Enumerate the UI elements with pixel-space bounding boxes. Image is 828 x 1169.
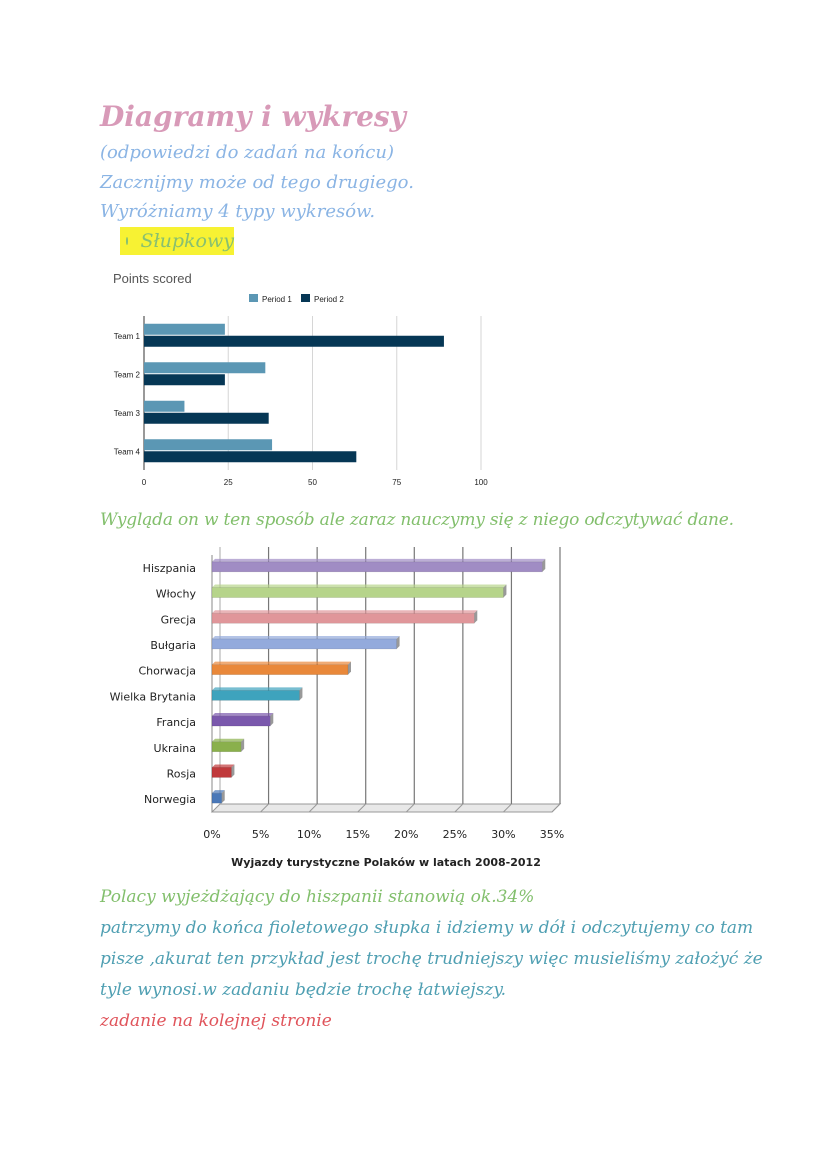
bar-team-1-period-2 [144,336,444,347]
x-tick-label: 100 [474,478,488,487]
bar-team-4-period-1 [144,439,272,450]
x-tick-label: 50 [308,478,317,487]
category-label-rosja: Rosja [166,767,196,781]
subtitle-answers-note: (odpowiedzi do zadań na końcu) [100,142,394,163]
category-label-team-3: Team 3 [113,408,140,418]
x-tick-label: 25% [442,828,468,841]
x-tick-label: 20% [394,828,419,841]
subtitle-chart-types: Wyróżniamy 4 typy wykresów. [100,201,376,222]
legend-label-period-1: Period 1 [262,295,292,304]
chart-description: Wygląda on w ten sposób ale zaraz nauczymy się z niego odczytywać dane. [100,510,734,530]
category-label-wielka-brytania: Wielka Brytania [109,690,196,704]
bar-team-2-period-2 [144,374,225,385]
explanation-line-1: Polacy wyjeżdżający do hiszpanii stanowią ok.34% [100,887,535,907]
x-tick-label: 0 [141,478,147,487]
category-label-francja: Francja [156,716,196,730]
explanation-line-4: tyle wynosi.w zadaniu będzie trochę łatwiejszy. [100,980,507,1000]
chart-title: Points scored [113,271,192,286]
bar-team-4-period-2 [144,451,356,462]
x-tick-label: 15% [345,828,370,841]
subtitle-intro: Zacznijmy może od tego drugiego. [100,172,414,193]
bar-team-3-period-1 [144,401,184,412]
legend-swatch-period-2 [301,294,310,302]
category-label-grecja: Grecja [160,613,196,627]
category-label-team-1: Team 1 [113,331,140,341]
category-label-norwegia: Norwegia [143,793,196,807]
x-tick-label: 0% [203,828,221,841]
explanation-line-2: patrzymy do końca fioletowego słupka i idziemy w dół i odczytujemy co tam [100,918,754,938]
category-label-ukraina: Ukraina [153,741,196,755]
bar-team-2-period-1 [144,362,265,373]
x-tick-label: 10% [296,828,322,841]
category-label-hiszpania: Hiszpania [142,561,196,575]
next-page-note: zadanie na kolejnej stronie [100,1011,332,1031]
legend-swatch-period-1 [249,294,258,302]
category-label-team-2: Team 2 [113,370,140,380]
document-title: Diagramy i wykresy [100,100,406,133]
x-tick-label: 5% [251,828,270,841]
x-tick-label: 35% [539,828,565,841]
legend-label-period-2: Period 2 [314,295,344,304]
chart-title: Wyjazdy turystyczne Polaków w latach 2008-2012 [231,856,541,869]
category-label-chorwacja: Chorwacja [138,664,196,678]
category-label-bu-garia: Bułgaria [150,638,196,652]
x-tick-label: 25 [223,478,233,487]
bullet-label: Słupkowy [140,230,234,252]
x-tick-label: 75 [392,478,402,487]
explanation-line-3: pisze ,akurat ten przykład jest trochę trudniejszy więc musieliśmy założyć że [100,949,763,969]
bar-team-1-period-1 [144,324,225,335]
category-label-w-ochy: Włochy [155,587,196,601]
bar-team-3-period-2 [144,413,269,424]
x-tick-label: 30% [491,828,516,841]
category-label-team-4: Team 4 [113,447,140,457]
